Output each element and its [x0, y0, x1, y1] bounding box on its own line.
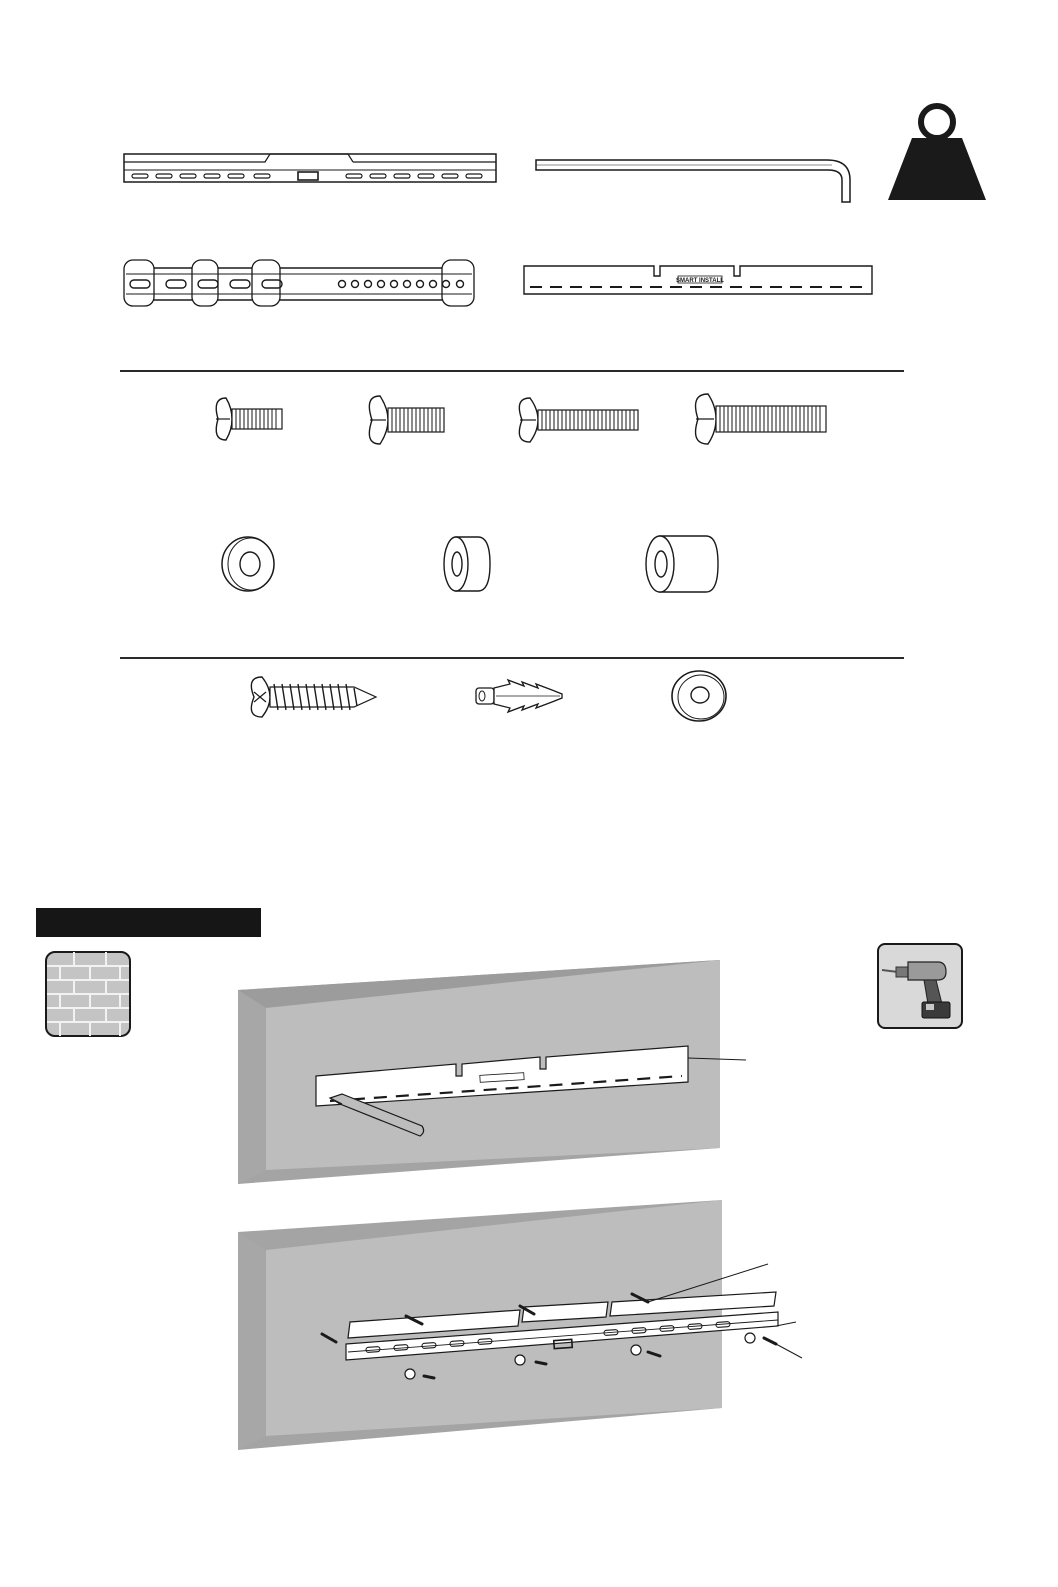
divider-1 — [120, 370, 904, 372]
tv-bracket-icon — [120, 256, 480, 310]
short-spacer-icon — [440, 534, 494, 594]
divider-2 — [120, 657, 904, 659]
flat-washer-icon — [218, 534, 278, 594]
wall-anchor-icon — [472, 676, 568, 716]
short-bolt-icon — [208, 394, 288, 444]
power-drill-icon — [876, 942, 964, 1030]
extra-long-bolt-icon — [688, 390, 834, 448]
weight-icon — [884, 100, 990, 204]
lag-washer-icon — [668, 668, 730, 724]
long-bolt-icon — [512, 394, 646, 446]
attach-wall-plate-illustration — [230, 1198, 810, 1456]
section-header — [36, 908, 261, 937]
medium-bolt-icon — [362, 392, 452, 448]
brick-wall-icon — [44, 950, 132, 1038]
mark-holes-illustration — [230, 958, 790, 1190]
long-spacer-icon — [642, 532, 722, 596]
wall-plate-icon — [120, 150, 500, 186]
lag-screw-icon — [244, 674, 380, 720]
template-brand-text: SMART INSTALL — [676, 278, 724, 284]
drilling-template-icon — [520, 262, 876, 298]
hex-key-icon — [532, 150, 857, 206]
